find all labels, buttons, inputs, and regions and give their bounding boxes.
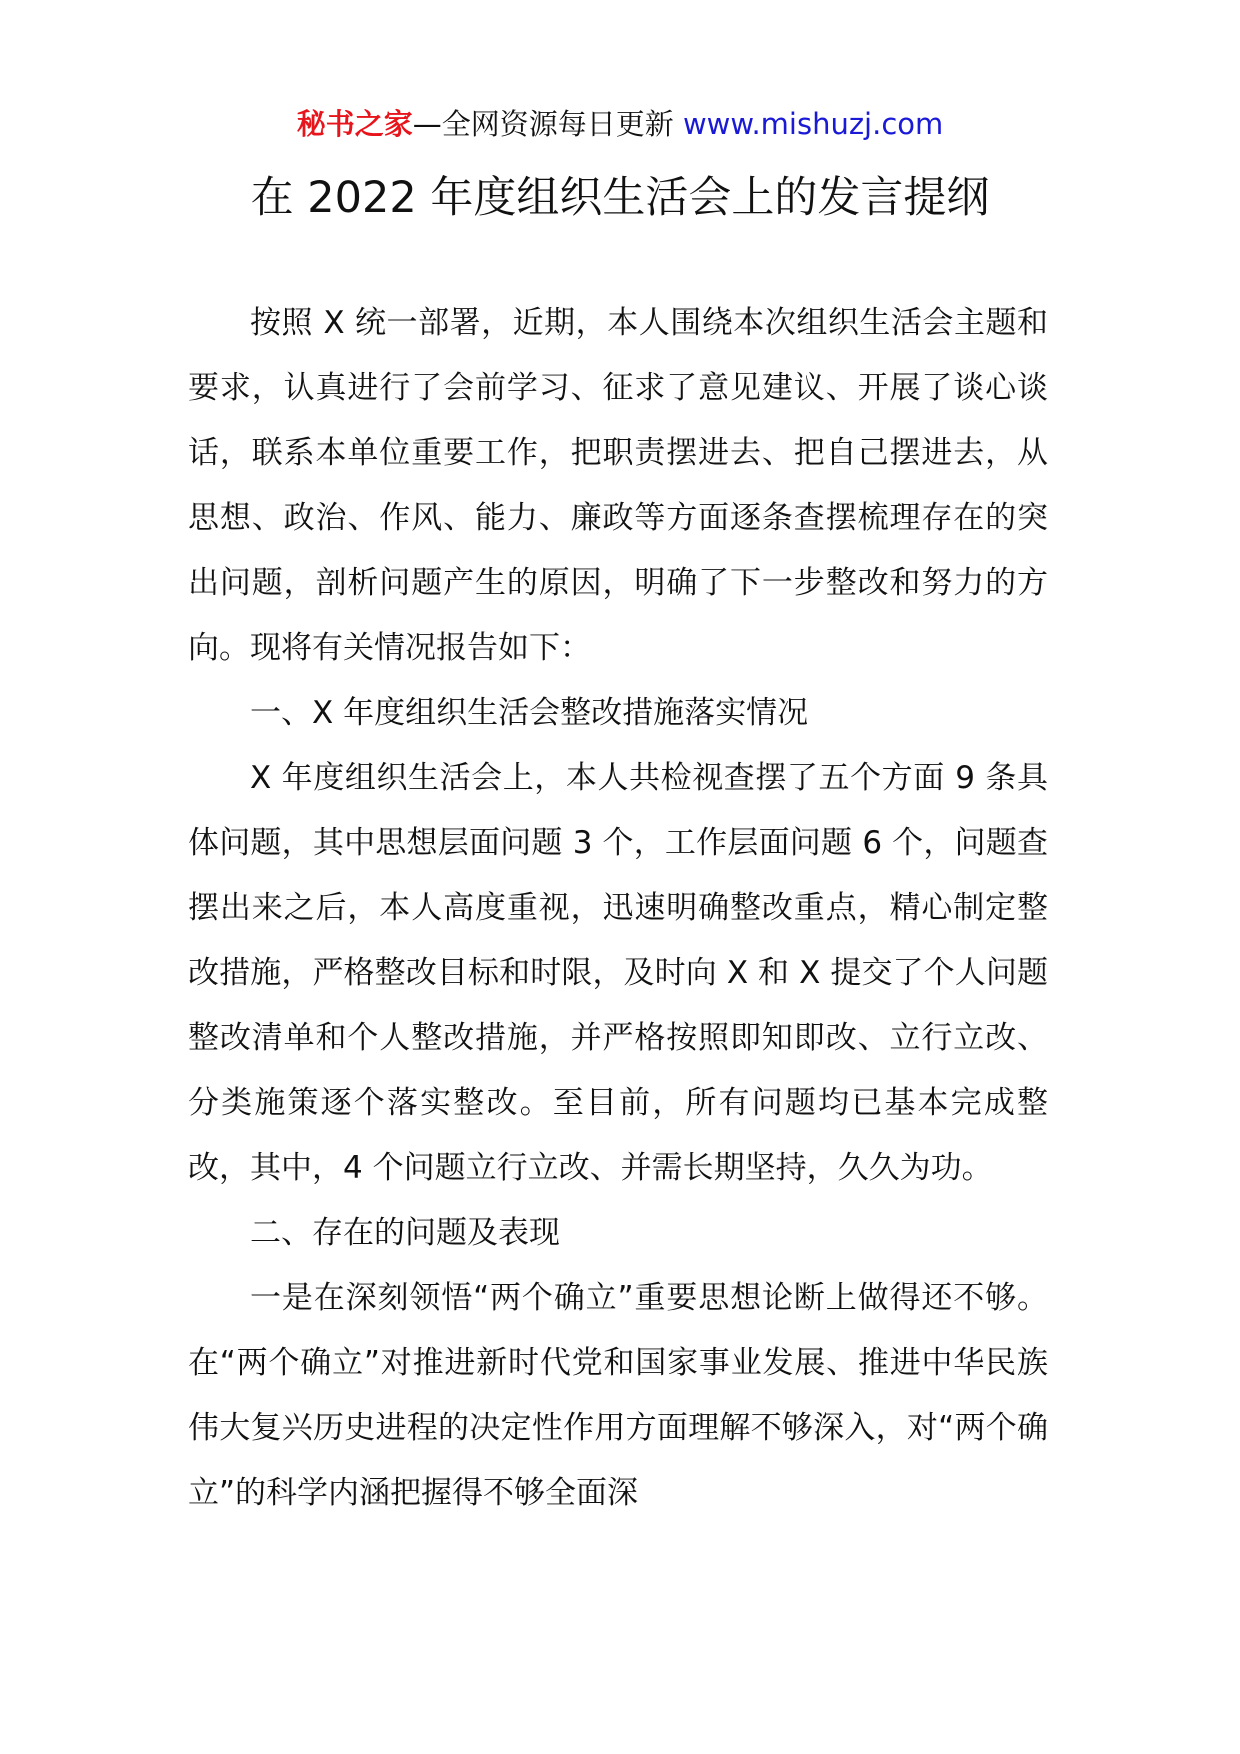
- rectification-paragraph: X 年度组织生活会上，本人共检视查摆了五个方面 9 条具体问题，其中思想层面问题 3 个，工作层面问题 6 个，问题查摆出来之后，本人高度重视，迅速明确整改重点，精心制定整改措施，严格整改目标和时限，及时向 X 和 X 提交了个人问题整改清单和个人整改措施，并严格按照即知即改、立行立改、分类施策逐个落实整改。至目前，所有问题均已基本完成整改，其中，4 个问题立行立改、并需长期坚持，久久为功。: [188, 760, 1048, 1186]
- section-heading-2: 二、存在的问题及表现: [250, 1215, 560, 1251]
- section-heading-1: 一、X 年度组织生活会整改措施落实情况: [250, 695, 809, 731]
- site-watermark-header: [0, 104, 1240, 144]
- document-body: [188, 291, 1048, 1526]
- site-slogan: —全网资源每日更新: [412, 107, 683, 141]
- problem-one-paragraph: 一是在深刻领悟“两个确立”重要思想论断上做得还不够。在“两个确立”对推进新时代党和国家事业发展、推进中华民族伟大复兴历史进程的决定性作用方面理解不够深入，对“两个确立”的科学内涵把握得不够全面深: [188, 1280, 1048, 1511]
- site-url-link[interactable]: www.mishuzj.com: [682, 107, 944, 141]
- site-brand-name: 秘书之家: [296, 107, 413, 141]
- document-title: 在 2022 年度组织生活会上的发言提纲: [250, 173, 990, 223]
- intro-paragraph: 按照 X 统一部署，近期，本人围绕本次组织生活会主题和要求，认真进行了会前学习、征求了意见建议、开展了谈心谈话，联系本单位重要工作，把职责摆进去、把自己摆进去，从思想、政治、作风、能力、廉政等方面逐条查摆梳理存在的突出问题，剖析问题产生的原因，明确了下一步整改和努力的方向。现将有关情况报告如下：: [188, 305, 1048, 666]
